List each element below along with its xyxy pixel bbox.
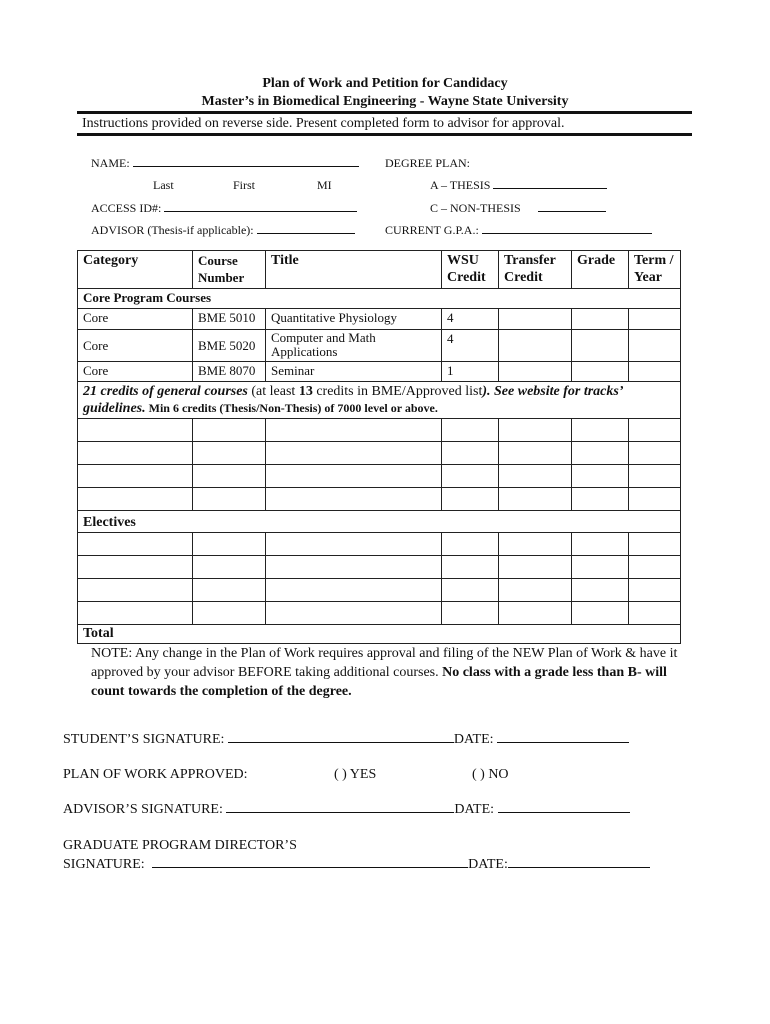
empty-cell[interactable] xyxy=(78,556,193,579)
empty-cell[interactable] xyxy=(499,579,572,602)
header-title: Title xyxy=(266,251,442,289)
empty-cell[interactable] xyxy=(193,556,266,579)
term-cell[interactable] xyxy=(629,362,681,382)
last-label: Last xyxy=(153,178,174,192)
empty-cell[interactable] xyxy=(78,488,193,511)
instructions-text: Instructions provided on reverse side. Present completed form to advisor for approval. xyxy=(82,116,565,131)
non-thesis-field[interactable] xyxy=(430,201,606,216)
table-row xyxy=(78,579,681,602)
empty-cell[interactable] xyxy=(193,533,266,556)
name-blank[interactable] xyxy=(133,166,359,167)
header-term-year: Term / Year xyxy=(629,251,681,289)
note-paragraph xyxy=(91,644,681,701)
empty-cell[interactable] xyxy=(629,533,681,556)
thesis-blank[interactable] xyxy=(493,188,607,189)
empty-cell[interactable] xyxy=(266,579,442,602)
access-id-label: ACCESS ID#: xyxy=(91,201,162,215)
empty-cell[interactable] xyxy=(78,533,193,556)
advisor-date-blank[interactable] xyxy=(498,812,630,813)
empty-cell[interactable] xyxy=(442,488,499,511)
table-row xyxy=(78,309,681,330)
empty-cell[interactable] xyxy=(572,442,629,465)
term-cell[interactable] xyxy=(629,309,681,330)
bottom-rule xyxy=(77,133,692,136)
degree-plan-label: DEGREE PLAN: xyxy=(385,156,470,170)
empty-cell[interactable] xyxy=(266,602,442,625)
student-signature-blank[interactable] xyxy=(228,742,454,743)
yes-option[interactable]: ( ) YES xyxy=(334,767,377,782)
row-title: Seminar xyxy=(266,362,442,382)
empty-cell[interactable] xyxy=(442,465,499,488)
director-signature-field[interactable] xyxy=(63,857,650,873)
student-date-label: DATE: xyxy=(453,732,494,747)
advisor-blank[interactable] xyxy=(257,233,355,234)
approved-label: PLAN OF WORK APPROVED: xyxy=(63,767,248,782)
row-title: Computer and Math Applications xyxy=(266,330,442,362)
empty-cell[interactable] xyxy=(572,602,629,625)
row-course-number: BME 5010 xyxy=(193,309,266,330)
gpa-label: CURRENT G.P.A.: xyxy=(385,223,479,237)
advisor-signature-field[interactable] xyxy=(63,802,630,818)
empty-cell[interactable] xyxy=(499,556,572,579)
table-row xyxy=(78,602,681,625)
advisor-field[interactable] xyxy=(91,223,355,238)
gpa-field[interactable] xyxy=(385,223,652,238)
empty-cell[interactable] xyxy=(572,419,629,442)
empty-cell[interactable] xyxy=(193,488,266,511)
row-title: Quantitative Physiology xyxy=(266,309,442,330)
electives-row xyxy=(78,511,681,533)
general-note-count: 13 xyxy=(298,384,313,399)
row-category: Core xyxy=(78,309,193,330)
thesis-field[interactable] xyxy=(430,178,607,193)
empty-cell[interactable] xyxy=(572,465,629,488)
total-label: Total xyxy=(78,625,681,644)
empty-cell[interactable] xyxy=(629,602,681,625)
row-category: Core xyxy=(78,330,193,362)
empty-cell[interactable] xyxy=(499,602,572,625)
row-credit: 4 xyxy=(442,330,499,362)
general-note-tracks: ). See website for tracks’ guidelines. xyxy=(83,384,623,416)
empty-cell[interactable] xyxy=(266,465,442,488)
header-category: Category xyxy=(78,251,193,289)
form-subtitle: Master’s in Biomedical Engineering - Wayne State University xyxy=(201,94,569,109)
name-label: NAME: xyxy=(91,156,130,170)
empty-cell[interactable] xyxy=(193,602,266,625)
header-transfer-credit: Transfer Credit xyxy=(499,251,572,289)
table-row xyxy=(78,488,681,511)
note-bold: No class with a grade less than B- will count towards the completion of the degree. xyxy=(91,665,667,699)
empty-cell[interactable] xyxy=(629,556,681,579)
name-field[interactable] xyxy=(91,156,359,171)
gpa-blank[interactable] xyxy=(482,233,652,234)
empty-cell[interactable] xyxy=(629,465,681,488)
empty-cell[interactable] xyxy=(266,442,442,465)
thesis-label: A – THESIS xyxy=(430,178,491,192)
table-row xyxy=(78,556,681,579)
empty-cell[interactable] xyxy=(499,442,572,465)
transfer-cell[interactable] xyxy=(499,330,572,362)
no-option[interactable]: ( ) NO xyxy=(472,767,509,782)
empty-cell[interactable] xyxy=(499,488,572,511)
electives-label: Electives xyxy=(78,511,681,533)
general-courses-note xyxy=(78,382,681,419)
form-title: Plan of Work and Petition for Candidacy xyxy=(262,76,508,91)
table-row xyxy=(78,442,681,465)
access-id-field[interactable] xyxy=(91,201,357,216)
general-note-min: Min 6 credits (Thesis/Non-Thesis) of 7000 level or above. xyxy=(145,401,438,415)
student-signature-field[interactable] xyxy=(63,732,629,748)
row-course-number: BME 5020 xyxy=(193,330,266,362)
top-rule xyxy=(77,111,692,114)
empty-cell[interactable] xyxy=(193,419,266,442)
director-date-blank[interactable] xyxy=(508,867,650,868)
grade-cell[interactable] xyxy=(572,330,629,362)
access-id-blank[interactable] xyxy=(164,211,357,212)
empty-cell[interactable] xyxy=(78,465,193,488)
empty-cell[interactable] xyxy=(629,442,681,465)
table-row xyxy=(78,419,681,442)
empty-cell[interactable] xyxy=(572,488,629,511)
empty-cell[interactable] xyxy=(266,419,442,442)
empty-cell[interactable] xyxy=(78,602,193,625)
empty-cell[interactable] xyxy=(572,556,629,579)
term-cell[interactable] xyxy=(629,330,681,362)
grade-cell[interactable] xyxy=(572,309,629,330)
plan-of-work-table xyxy=(77,250,681,644)
empty-cell[interactable] xyxy=(629,419,681,442)
empty-cell[interactable] xyxy=(442,442,499,465)
empty-cell[interactable] xyxy=(572,579,629,602)
row-category: Core xyxy=(78,362,193,382)
first-label: First xyxy=(233,178,256,192)
empty-cell[interactable] xyxy=(266,556,442,579)
row-credit: 4 xyxy=(442,309,499,330)
table-row xyxy=(78,533,681,556)
note-text: NOTE: Any change in the Plan of Work requires approval and filing of the NEW Plan of Work & have it approved by your advisor BEFORE taking additional courses. xyxy=(91,646,678,680)
empty-cell[interactable] xyxy=(193,579,266,602)
row-course-number: BME 8070 xyxy=(193,362,266,382)
transfer-cell[interactable] xyxy=(499,362,572,382)
table-row xyxy=(78,362,681,382)
empty-cell[interactable] xyxy=(78,579,193,602)
empty-cell[interactable] xyxy=(442,602,499,625)
empty-cell[interactable] xyxy=(572,533,629,556)
general-note-plain: (at least xyxy=(247,384,299,399)
advisor-signature-blank[interactable] xyxy=(226,812,454,813)
empty-cell[interactable] xyxy=(629,579,681,602)
empty-cell[interactable] xyxy=(193,442,266,465)
empty-cell[interactable] xyxy=(78,442,193,465)
advisor-label: ADVISOR (Thesis-if applicable): xyxy=(91,223,254,237)
header-wsu-credit: WSU Credit xyxy=(442,251,499,289)
director-label-line1: GRADUATE PROGRAM DIRECTOR’S xyxy=(63,838,297,853)
director-signature-blank[interactable] xyxy=(152,867,468,868)
empty-cell[interactable] xyxy=(78,419,193,442)
row-credit: 1 xyxy=(442,362,499,382)
non-thesis-label: C – NON-THESIS xyxy=(430,201,521,215)
table-row xyxy=(78,330,681,362)
empty-cell[interactable] xyxy=(499,419,572,442)
empty-cell[interactable] xyxy=(442,579,499,602)
advisor-signature-label: ADVISOR’S SIGNATURE: xyxy=(63,802,223,817)
empty-cell[interactable] xyxy=(629,488,681,511)
table-header-row xyxy=(78,251,681,289)
director-signature-label: SIGNATURE: xyxy=(63,857,145,872)
empty-cell[interactable] xyxy=(442,533,499,556)
grade-cell[interactable] xyxy=(572,362,629,382)
empty-cell[interactable] xyxy=(442,419,499,442)
empty-cell[interactable] xyxy=(266,533,442,556)
advisor-date-label: DATE: xyxy=(454,802,495,817)
general-note-bold: 21 credits of general courses xyxy=(83,384,248,399)
non-thesis-blank[interactable] xyxy=(538,211,606,212)
transfer-cell[interactable] xyxy=(499,309,572,330)
header-course-number: Course Number xyxy=(193,251,266,289)
student-signature-label: STUDENT’S SIGNATURE: xyxy=(63,732,225,747)
mi-label: MI xyxy=(317,178,332,192)
core-section-label: Core Program Courses xyxy=(78,289,681,309)
empty-cell[interactable] xyxy=(193,465,266,488)
general-note-list: credits in BME/Approved list xyxy=(312,384,483,399)
empty-cell[interactable] xyxy=(266,488,442,511)
total-row xyxy=(78,625,681,644)
student-date-blank[interactable] xyxy=(497,742,629,743)
empty-cell[interactable] xyxy=(499,533,572,556)
empty-cell[interactable] xyxy=(442,556,499,579)
empty-cell[interactable] xyxy=(499,465,572,488)
director-date-label: DATE: xyxy=(468,857,508,872)
general-courses-row xyxy=(78,382,681,419)
core-section-row xyxy=(78,289,681,309)
table-row xyxy=(78,465,681,488)
header-grade: Grade xyxy=(572,251,629,289)
